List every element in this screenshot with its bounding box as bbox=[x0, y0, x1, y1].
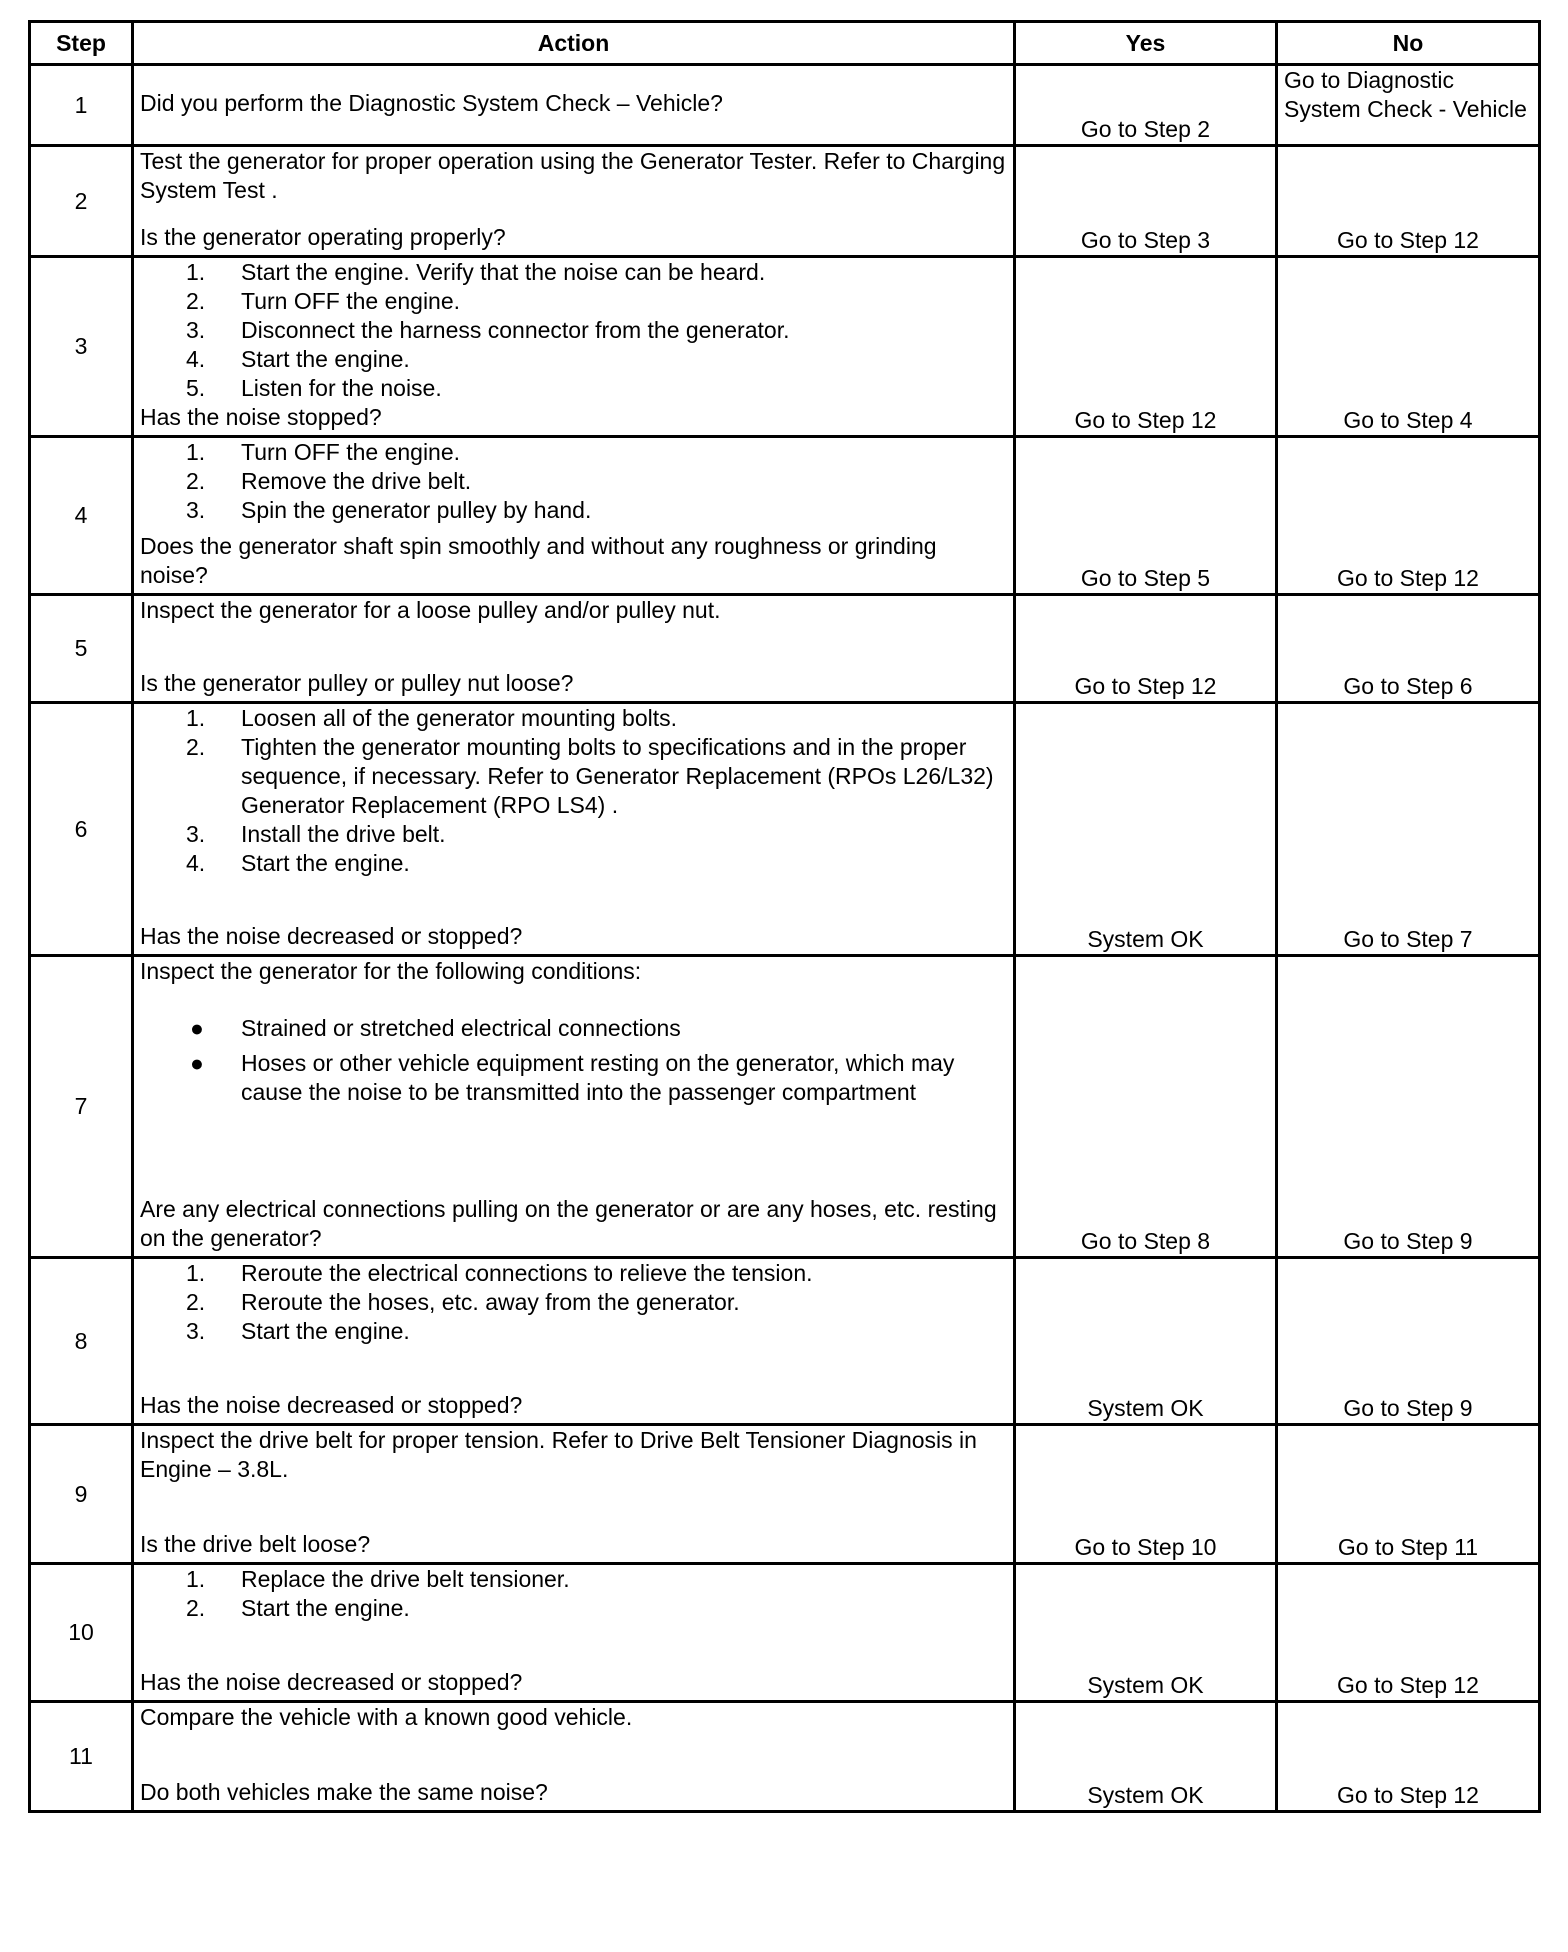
action-cell bbox=[133, 1425, 1015, 1564]
no-cell: Go to Step 12 bbox=[1277, 437, 1540, 595]
table-row bbox=[30, 1258, 1540, 1425]
numbered-list bbox=[140, 1259, 1007, 1346]
step-number: 9 bbox=[30, 1425, 133, 1564]
no-cell: Go to Diagnostic System Check - Vehicle bbox=[1277, 65, 1540, 146]
list-item: 3. Spin the generator pulley by hand. bbox=[186, 497, 592, 523]
table-row bbox=[30, 1702, 1540, 1812]
action-question: Does the generator shaft spin smoothly and without any roughness or grinding noise? bbox=[140, 533, 937, 588]
action-cell bbox=[133, 1564, 1015, 1702]
action-text: Test the generator for proper operation using the Generator Tester. Refer to Charging System Test . bbox=[140, 148, 1006, 203]
action-text: Inspect the drive belt for proper tension. Refer to Drive Belt Tensioner Diagnosis in Engine – 3.8L. bbox=[140, 1427, 977, 1482]
action-question: Is the generator pulley or pulley nut loose? bbox=[140, 670, 574, 696]
numbered-list bbox=[140, 258, 1007, 403]
no-cell: Go to Step 9 bbox=[1277, 956, 1540, 1258]
list-item: 2. Reroute the hoses, etc. away from the generator. bbox=[186, 1289, 740, 1315]
step-number: 3 bbox=[30, 257, 133, 437]
no-cell: Go to Step 7 bbox=[1277, 703, 1540, 956]
yes-cell: Go to Step 12 bbox=[1015, 595, 1277, 703]
step-number: 6 bbox=[30, 703, 133, 956]
no-cell: Go to Step 4 bbox=[1277, 257, 1540, 437]
list-item: 5. Listen for the noise. bbox=[186, 375, 442, 401]
list-item: 1. Start the engine. Verify that the noise can be heard. bbox=[186, 259, 766, 285]
list-item: ● Hoses or other vehicle equipment resting on the generator, which may cause the noise to be transmitted into the passenger compartment bbox=[190, 1050, 955, 1105]
action-text: Did you perform the Diagnostic System Check – Vehicle? bbox=[140, 90, 723, 116]
step-number: 4 bbox=[30, 437, 133, 595]
step-number: 5 bbox=[30, 595, 133, 703]
yes-cell: System OK bbox=[1015, 703, 1277, 956]
step-number: 2 bbox=[30, 146, 133, 257]
list-item: 4. Start the engine. bbox=[186, 850, 410, 876]
action-question: Has the noise stopped? bbox=[140, 404, 382, 430]
table-row bbox=[30, 703, 1540, 956]
step-number: 8 bbox=[30, 1258, 133, 1425]
yes-cell: System OK bbox=[1015, 1564, 1277, 1702]
action-text: Inspect the generator for the following conditions: bbox=[140, 958, 642, 984]
step-number: 1 bbox=[30, 65, 133, 146]
table-row bbox=[30, 257, 1540, 437]
header-no: No bbox=[1277, 22, 1540, 65]
no-cell: Go to Step 12 bbox=[1277, 1564, 1540, 1702]
action-question: Is the generator operating properly? bbox=[140, 224, 506, 250]
table-row bbox=[30, 437, 1540, 595]
action-question: Has the noise decreased or stopped? bbox=[140, 1669, 523, 1695]
action-cell bbox=[133, 595, 1015, 703]
table-row bbox=[30, 595, 1540, 703]
list-item: 4. Start the engine. bbox=[186, 346, 410, 372]
action-question: Are any electrical connections pulling on the generator or are any hoses, etc. resting on the generator? bbox=[140, 1196, 997, 1251]
header-action: Action bbox=[133, 22, 1015, 65]
action-cell bbox=[133, 257, 1015, 437]
header-step: Step bbox=[30, 22, 133, 65]
yes-cell: System OK bbox=[1015, 1258, 1277, 1425]
yes-cell: Go to Step 5 bbox=[1015, 437, 1277, 595]
numbered-list bbox=[140, 704, 1007, 878]
bullet-list bbox=[140, 1014, 1007, 1113]
table-row bbox=[30, 65, 1540, 146]
action-cell bbox=[133, 1258, 1015, 1425]
yes-cell: Go to Step 3 bbox=[1015, 146, 1277, 257]
action-cell bbox=[133, 146, 1015, 257]
action-cell bbox=[133, 703, 1015, 956]
action-cell bbox=[133, 956, 1015, 1258]
action-question: Has the noise decreased or stopped? bbox=[140, 1392, 523, 1418]
action-cell bbox=[133, 1702, 1015, 1812]
numbered-list bbox=[140, 1565, 1007, 1623]
action-cell bbox=[133, 65, 1015, 146]
numbered-list bbox=[140, 438, 1007, 525]
step-number: 11 bbox=[30, 1702, 133, 1812]
list-item: 3. Disconnect the harness connector from the generator. bbox=[186, 317, 790, 343]
list-item: 1. Loosen all of the generator mounting bolts. bbox=[186, 705, 678, 731]
yes-cell: Go to Step 10 bbox=[1015, 1425, 1277, 1564]
action-question: Is the drive belt loose? bbox=[140, 1531, 371, 1557]
yes-cell: Go to Step 12 bbox=[1015, 257, 1277, 437]
no-cell: Go to Step 11 bbox=[1277, 1425, 1540, 1564]
no-cell: Go to Step 9 bbox=[1277, 1258, 1540, 1425]
yes-cell: System OK bbox=[1015, 1702, 1277, 1812]
yes-cell: Go to Step 8 bbox=[1015, 956, 1277, 1258]
list-item: 1. Turn OFF the engine. bbox=[186, 439, 461, 465]
no-cell: Go to Step 6 bbox=[1277, 595, 1540, 703]
header-row bbox=[30, 22, 1540, 65]
table-row bbox=[30, 146, 1540, 257]
action-text: Inspect the generator for a loose pulley and/or pulley nut. bbox=[140, 597, 721, 623]
list-item: ● Strained or stretched electrical connections bbox=[190, 1015, 681, 1041]
no-cell: Go to Step 12 bbox=[1277, 1702, 1540, 1812]
list-item: 1. Reroute the electrical connections to relieve the tension. bbox=[186, 1260, 813, 1286]
header-yes: Yes bbox=[1015, 22, 1277, 65]
table-row bbox=[30, 956, 1540, 1258]
step-number: 7 bbox=[30, 956, 133, 1258]
no-cell: Go to Step 12 bbox=[1277, 146, 1540, 257]
list-item: 2. Start the engine. bbox=[186, 1595, 410, 1621]
action-question: Has the noise decreased or stopped? bbox=[140, 923, 523, 949]
list-item: 2. Turn OFF the engine. bbox=[186, 288, 461, 314]
list-item: 3. Install the drive belt. bbox=[186, 821, 446, 847]
action-cell bbox=[133, 437, 1015, 595]
table-row bbox=[30, 1564, 1540, 1702]
table-row bbox=[30, 1425, 1540, 1564]
action-text: Compare the vehicle with a known good vehicle. bbox=[140, 1704, 633, 1730]
yes-cell: Go to Step 2 bbox=[1015, 65, 1277, 146]
action-question: Do both vehicles make the same noise? bbox=[140, 1779, 548, 1805]
list-item: 2. Tighten the generator mounting bolts to specifications and in the proper sequence, if necessary. Refer to Generator Replacement (RPOs L26/L32) Generator Replacement (RPO LS4) . bbox=[186, 734, 994, 818]
list-item: 2. Remove the drive belt. bbox=[186, 468, 472, 494]
list-item: 1. Replace the drive belt tensioner. bbox=[186, 1566, 570, 1592]
step-number: 10 bbox=[30, 1564, 133, 1702]
list-item: 3. Start the engine. bbox=[186, 1318, 410, 1344]
diagnostic-table bbox=[28, 20, 1541, 1813]
